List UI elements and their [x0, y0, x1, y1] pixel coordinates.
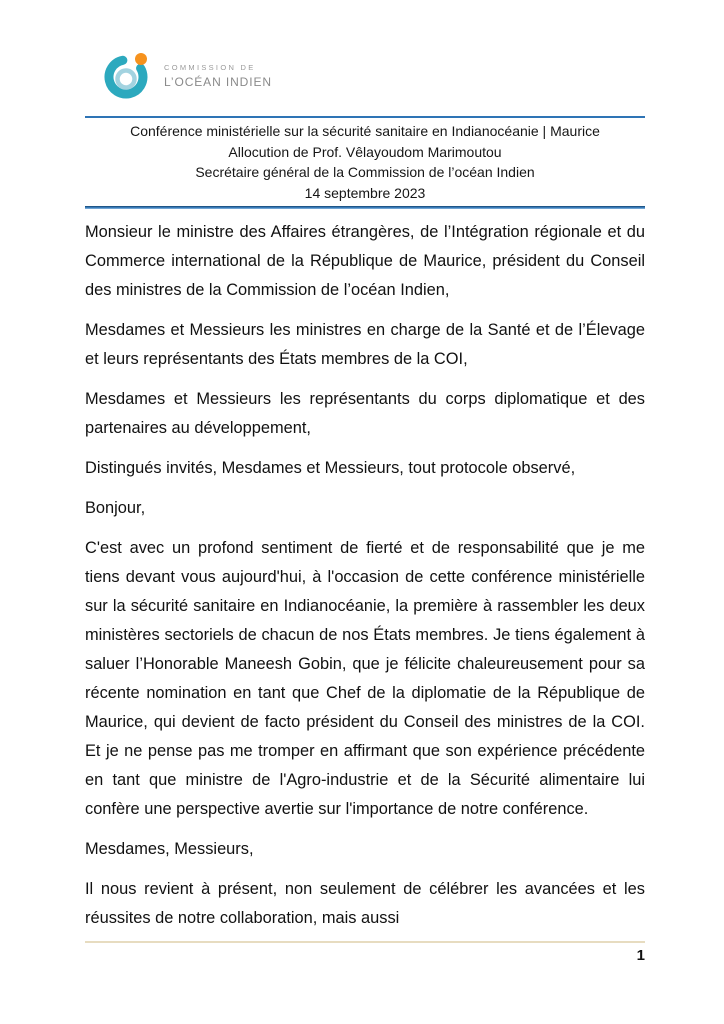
logo-org-line2: L’OCÉAN INDIEN — [164, 75, 272, 89]
header-rule-bottom — [85, 206, 645, 209]
coi-logo — [103, 50, 645, 102]
header-speaker-role: Secrétaire général de la Commission de l’océan Indien — [195, 164, 535, 180]
paragraph-salutation-minister: Monsieur le ministre des Affaires étrangères, de l’Intégration régionale et du Commerce international de la République de Maurice, président du Conseil des ministres de la Commission de l’océan Indien, — [85, 223, 645, 299]
document-header — [85, 118, 645, 206]
page-number: 1 — [636, 947, 645, 964]
header-speech-title: Allocution de Prof. Vêlayoudom Marimoutou — [228, 143, 502, 160]
coi-logo-wordmark — [164, 63, 272, 89]
page-footer — [85, 941, 645, 964]
speech-body — [85, 218, 645, 933]
paragraph-address: Mesdames, Messieurs, — [85, 840, 254, 858]
coi-swirl-icon — [103, 50, 153, 102]
header-date: 14 septembre 2023 — [304, 184, 426, 201]
paragraph-salutation-diplomatic-corps: Mesdames et Messieurs les représentants du corps diplomatique et des partenaires au développement, — [85, 390, 645, 437]
paragraph-opening-statement: C'est avec un profond sentiment de fierté et de responsabilité que je me tiens devant vous aujourd'hui, à l'occasion de cette conférence ministérielle sur la sécurité sanitaire en Indianocéanie, la première à rassembler les deux ministères sectoriels de chacun de nos États membres. Je tiens également à saluer l’Honorable Maneesh Gobin, que je félicite chaleureusement pour sa récente nomination en tant que Chef de la diplomatie de la République de Maurice, qui devient de facto président du Conseil des ministres de la COI. Et je ne pense pas me tromper en affirmant que son expérience précédente en tant que ministre de l'Agro-industrie et de la Sécurité alimentaire lui confère une perspective avertie sur l'importance de notre conférence. — [85, 539, 645, 818]
header-conference-title: Conférence ministérielle sur la sécurité sanitaire en Indianocéanie | Maurice — [130, 123, 600, 139]
logo-org-line1: COMMISSION DE — [164, 63, 256, 72]
paragraph-continuation: Il nous revient à présent, non seulement de célébrer les avancées et les réussites de notre collaboration, mais aussi — [85, 880, 645, 927]
paragraph-greeting: Bonjour, — [85, 499, 146, 517]
paragraph-salutation-health-ministers: Mesdames et Messieurs les ministres en charge de la Santé et de l’Élevage et leurs représentants des États membres de la COI, — [85, 321, 645, 368]
footer-rule — [85, 941, 645, 943]
paragraph-salutation-guests: Distingués invités, Mesdames et Messieurs, tout protocole observé, — [85, 459, 576, 477]
